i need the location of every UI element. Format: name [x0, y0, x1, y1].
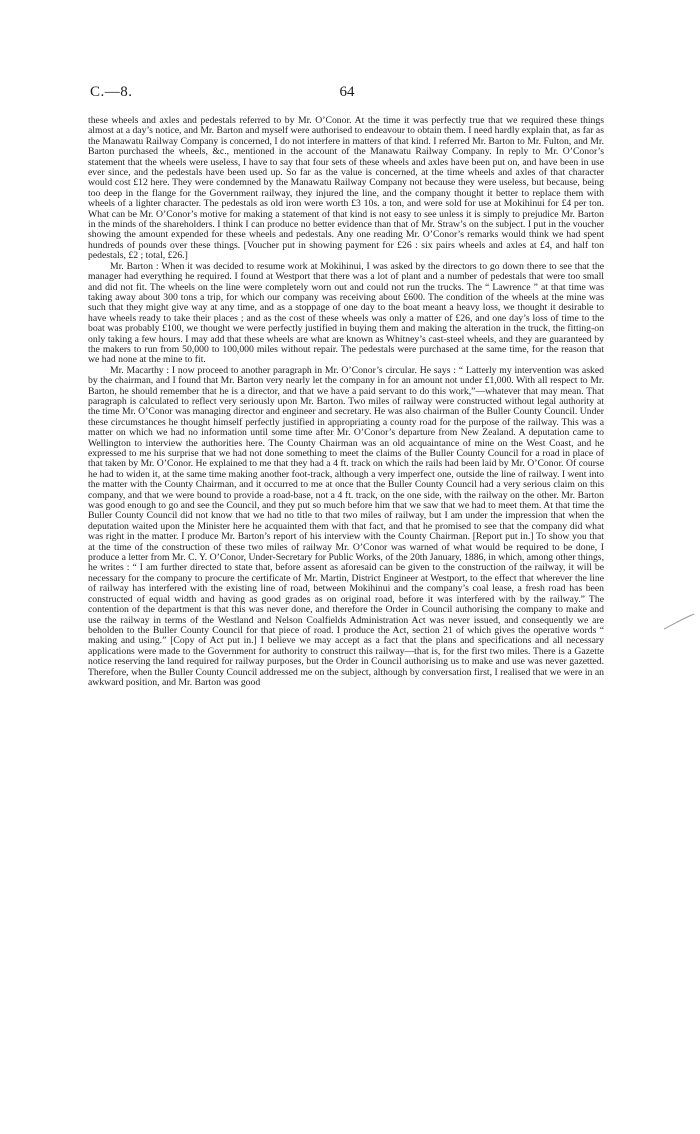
margin-pencil-mark [662, 612, 696, 632]
document-reference: C.—8. [90, 84, 133, 100]
page-number: 64 [339, 84, 355, 100]
page-header [90, 84, 604, 108]
paragraph-3: Mr. Macarthy : I now proceed to another paragraph in Mr. O’Conor’s circular. He says : “ Latterly my intervention was asked by the chairman, and I found that Mr. Barton very nearly let the company in for an amount not under £1,000. With all respect to Mr. Barton, he should remember that he is a director, and that we have a paid servant to do this work,”—whatever that may mean. That paragraph is calculated to reflect very seriously upon Mr. Barton. Two miles of railway were constructed without legal authority at the time Mr. O’Conor was managing director and engineer and secretary. He was also chairman of the Buller County Council. Under these circumstances he thought himself perfectly justified in appropriating a county road for the purpose of the railway. This was a matter on which we had no information until some time after Mr. O’Conor’s departure from New Zealand. A deputation came to Wellington to interview the authorities here. The County Chairman was an old acquaintance of mine on the West Coast, and he expressed to me his surprise that we had not done something to meet the claims of the Buller County Council for a road in place of that taken by Mr. O’Conor. He explained to me that they had a 4 ft. track on which the rails had been laid by Mr. O’Conor. Of course he had to widen it, at the same time making another foot-track, although a very imperfect one, outside the line of railway. I went into the matter with the County Chairman, and it occurred to me at once that the Buller County Council had a very serious claim on this company, and that we were bound to provide a road-base, not a 4 ft. track, on the one side, with the railway on the other. Mr. Barton was good enough to go and see the Council, and they put so much before him that we saw that we had to meet them. At that time the Buller County Council did not know that we had no title to that two miles of railway, but I am under the impression that when the deputation waited upon the Minister here he acquainted them with that fact, and that he promised to see that the company did what was right in the matter. I produce Mr. Barton’s report of his interview with the County Chairman. [Report put in.] To show you that at the time of the construction of these two miles of railway Mr. O’Conor was warned of what would be required to be done, I produce a letter from Mr. C. Y. O’Conor, Under-Secretary for Public Works, of the 20th January, 1886, in which, among other things, he writes : “ I am further directed to state that, before assent as aforesaid can be given to the construction of the railway, it will be necessary for the company to procure the certificate of Mr. Martin, District Engineer at Westport, to the effect that wherever the line of railway has interfered with the existing line of road, between Mokihinui and the company’s coal lease, a fresh road has been constructed of equal width and having as good grades as on original road, before it was interfered with by the railway.” The contention of the department is that this was never done, and therefore the Order in Council authorising the company to make and use the railway in terms of the Westland and Nelson Coalfields Administration Act was never issued, and consequently we are beholden to the Buller County Council for that piece of road. I produce the Act, section 21 of which gives the operative words “ making and using.” [Copy of Act put in.] I believe we may accept as a fact that the plans and specifications and all necessary applications were made to the Government for authority to construct this railway—that is, for the first two miles. There is a Gazette notice reserving the land required for railway purposes, but the Order in Council authorising us to make and use was never gazetted. Therefore, when the Buller County Council addressed me on the subject, although by conversation first, I realised that we were in an awkward position, and Mr. Barton was good [88, 364, 605, 688]
body-text [88, 116, 604, 688]
paragraph-1: these wheels and axles and pedestals referred to by Mr. O’Conor. At the time it was perfectly true that we required these things almost at a day’s notice, and Mr. Barton and myself were authorised to endeavour to obtain them. I need hardly explain that, as far as the Manawatu Railway Company is concerned, I do not interfere in matters of that kind. I referred Mr. Barton to Mr. Fulton, and Mr. Barton purchased the wheels, &c., mentioned in the account of the Manawatu Railway Company. In reply to Mr. O’Conor’s statement that the wheels were useless, I have to say that four sets of these wheels and axles have been put on, and have been in use ever since, and the pedestals have been used up. So far as the value is concerned, at the time wheels and axles of that character would cost £12 here. They were condemned by the Manawatu Railway Company not because they were useless, but because, being too deep in the flange for the Government railway, they injured the line, and the company thought it better to replace them with wheels of a lighter character. The pedestals as old iron were worth £3 10s. a ton, and were sold for use at Mokihinui for £4 per ton. What can be Mr. O’Conor’s motive for making a statement of that kind is not easy to see unless it is simply to prejudice Mr. Barton in the minds of the shareholders. I think I can produce no better evidence than that of Mr. Straw’s on the subject. I put in the voucher showing the amount expended for these wheels and pedestals. Any one reading Mr. O’Conor’s remarks would think we had spent hundreds of pounds over these things. [Voucher put in showing payment for £26 : six pairs wheels and axles at £4, and half ton pedestals, £2 ; total, £26.] [88, 115, 604, 262]
paragraph-2: Mr. Barton : When it was decided to resume work at Mokihinui, I was asked by the directors to go down there to see that the manager had everything he required. I found at Westport that there was a lot of plant and a number of pedestals that were too small and did not fit. The wheels on the line were completely worn out and could not run the trucks. The “ Lawrence ” at that time was taking away about 300 tons a trip, for which our company was receiving about £600. The condition of the wheels at the mine was such that they might give way at any time, and as a stoppage of one day to the boat meant a heavy loss, we thought it desirable to have wheels ready to take their places ; and as the cost of these wheels was only a matter of £26, and one day’s loss of time to the boat was probably £100, we thought we were perfectly justified in buying them and making the alteration in the truck, the fitting-on only taking a few hours. I may add that these wheels are what are known as Whitney’s cast-steel wheels, and they are guaranteed by the makers to run from 50,000 to 100,000 miles without repair. The pedestals were purchased at the same time, for the reason that we had none at the mine to fit. [88, 260, 604, 366]
